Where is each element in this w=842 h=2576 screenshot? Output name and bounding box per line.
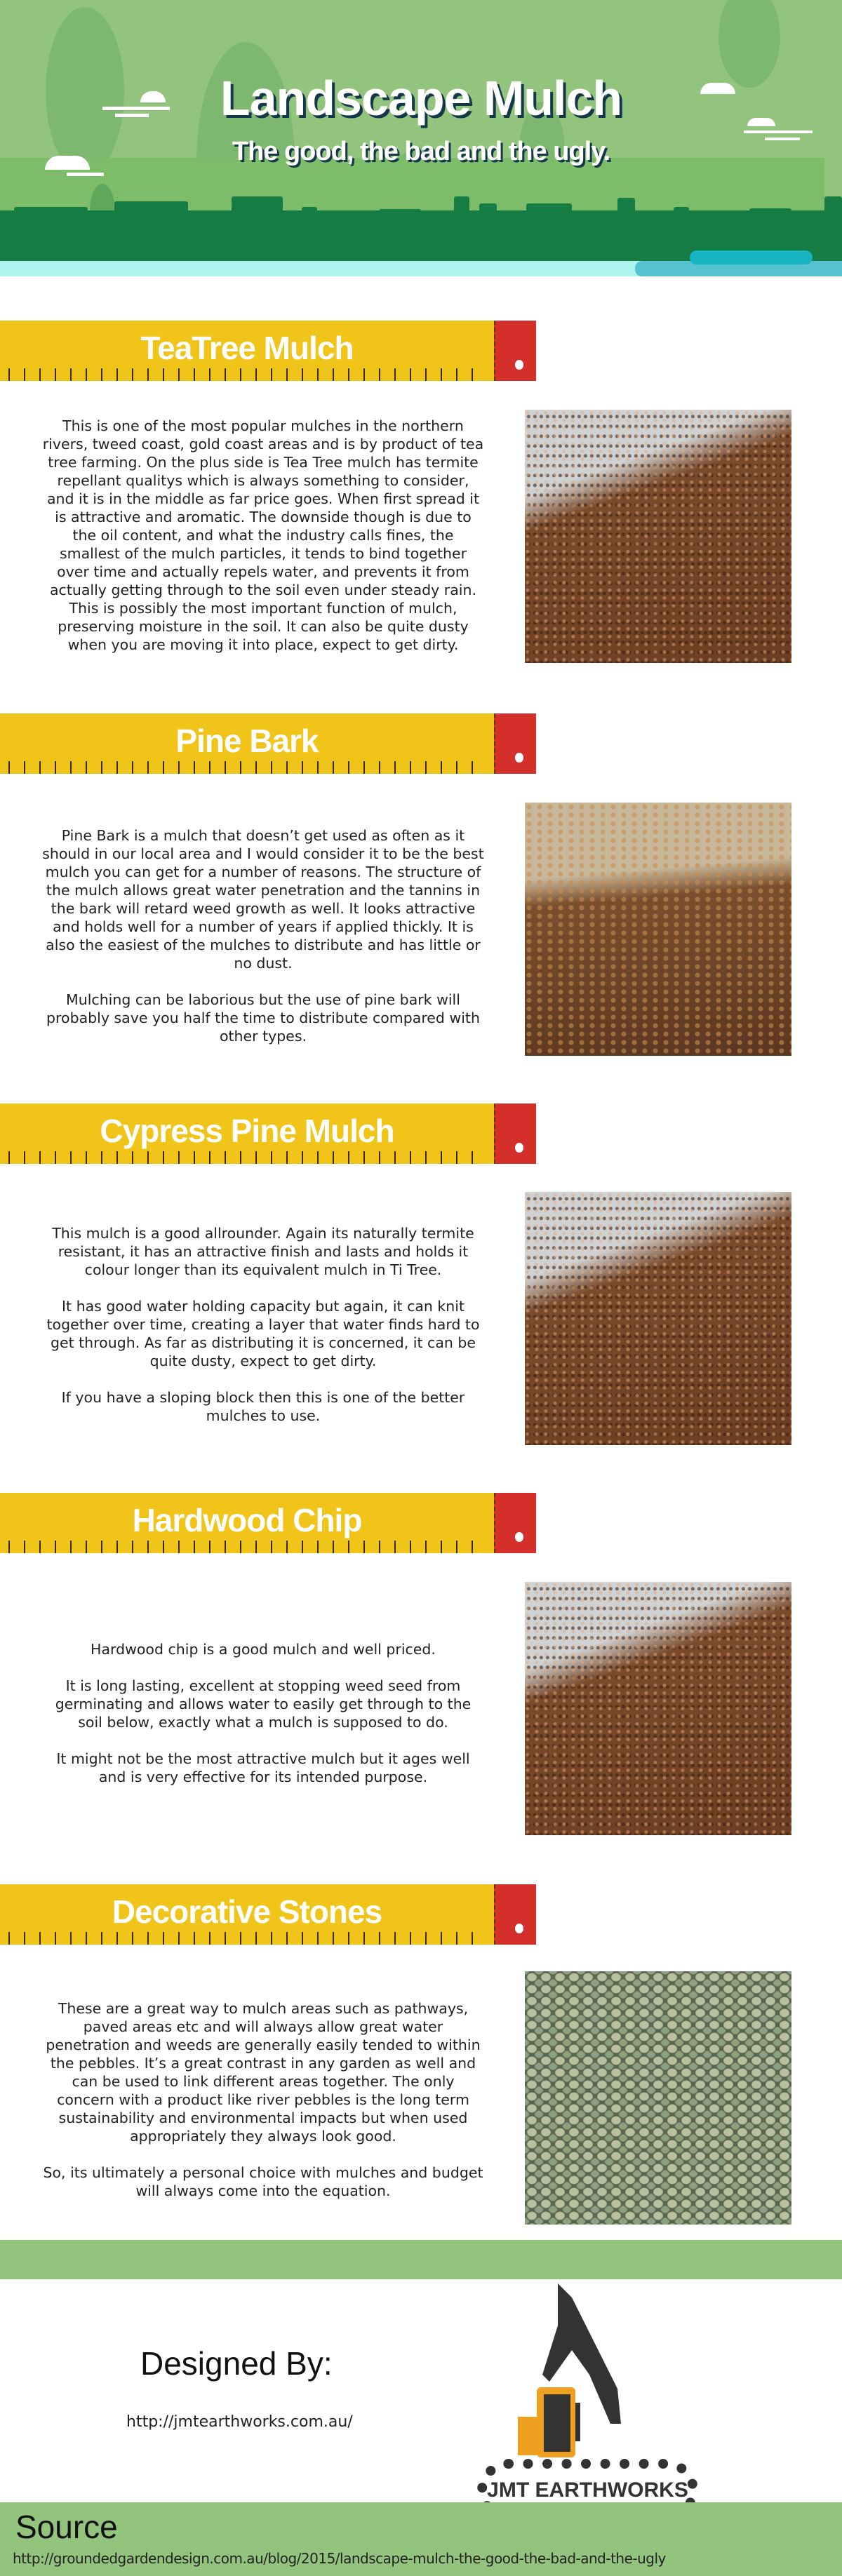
section-banner-cypress bbox=[0, 1103, 536, 1164]
paragraph: It has good water holding capacity but again, it can knit together over time, creating a layer that water finds hard to get through. As far as distributing it is concerned, it can be quite dusty, expect to get dirty. bbox=[46, 1298, 480, 1369]
decorative-stones-photo bbox=[525, 1971, 791, 2225]
ruler-end bbox=[494, 713, 536, 774]
section-title: Pine Bark bbox=[175, 723, 319, 759]
section-text bbox=[42, 826, 484, 1064]
paragraph: So, its ultimately a personal choice with mulches and budget will always come into the equation. bbox=[43, 2164, 483, 2199]
ruler-ticks bbox=[0, 1151, 477, 1164]
hardwood-chip-photo bbox=[525, 1582, 791, 1835]
cab-window bbox=[544, 2394, 570, 2452]
section-text bbox=[42, 1224, 484, 1443]
section-title: TeaTree Mulch bbox=[140, 330, 354, 366]
section-title: Hardwood Chip bbox=[132, 1502, 362, 1538]
designed-by-label: Designed By: bbox=[140, 2345, 333, 2382]
section-text bbox=[42, 417, 484, 672]
paragraph: It is long lasting, excellent at stopping weed seed from germinating and allows water to easily get through to the soil below, exactly what a mulch is supposed to do. bbox=[55, 1677, 472, 1731]
ruler-ticks bbox=[0, 368, 477, 381]
section-banner-pine-bark bbox=[0, 713, 536, 774]
ruler-end bbox=[494, 1493, 536, 1553]
paragraph: Pine Bark is a mulch that doesn’t get used as often as it should in our local area and I would consider it to be the best mulch you can get for a number of reasons. The structure of the mulch allows great water penetration and the tannins in the bark will retard weed growth as well. It looks attractive and holds well for a number of years if applied thickly. It is also the easiest of the mulches to distribute and has little or no dust. bbox=[42, 827, 484, 972]
paragraph: If you have a sloping block then this is one of the better mulches to use. bbox=[61, 1389, 465, 1424]
page-title: Landscape Mulch bbox=[220, 71, 622, 126]
section-banner-teatree bbox=[0, 321, 536, 381]
header-banner bbox=[0, 0, 842, 276]
section-text bbox=[42, 1999, 484, 2218]
paragraph: It might not be the most attractive mulch but it ages well and is very effective for its intended purpose. bbox=[56, 1750, 470, 1785]
section-banner-stones bbox=[0, 1884, 536, 1945]
section-text bbox=[42, 1640, 484, 1804]
paragraph: These are a great way to mulch areas such as pathways, paved areas etc and will always allow great water penetration and weeds are generally easily tended to within the pebbles. It’s a great contrast in any garden as well and can be used to link different areas together. The only concern with a product like river pebbles is the long term sustainability and environmental impacts but when used appropriately they always look good. bbox=[46, 2000, 481, 2145]
ruler-end bbox=[494, 1884, 536, 1945]
cypress-mulch-photo bbox=[525, 1192, 791, 1445]
paragraph: Mulching can be laborious but the use of pine bark will probably save you half the time to distribute compared with other types. bbox=[46, 991, 480, 1045]
divider-band bbox=[0, 2240, 842, 2279]
ruler-ticks bbox=[0, 1541, 477, 1553]
pine-bark-photo bbox=[525, 803, 791, 1056]
section-banner-hardwood bbox=[0, 1493, 536, 1553]
ruler-ticks bbox=[0, 761, 477, 774]
cloud-line bbox=[67, 173, 104, 176]
paragraph: This mulch is a good allrounder. Again its naturally termite resistant, it has an attractive finish and lasts and holds it colour longer than its equivalent mulch in Ti Tree. bbox=[52, 1225, 474, 1278]
paragraph: Hardwood chip is a good mulch and well priced. bbox=[91, 1641, 436, 1658]
source-link[interactable]: http://groundedgardendesign.com.au/blog/2015/landscape-mulch-the-good-the-bad-and-the-ugly bbox=[13, 2550, 666, 2567]
ruler-ticks bbox=[0, 1932, 477, 1945]
page-subtitle: The good, the bad and the ugly. bbox=[232, 137, 610, 166]
ruler-end bbox=[494, 321, 536, 381]
teatree-mulch-photo bbox=[525, 410, 791, 663]
paragraph: This is one of the most popular mulches in the northern rivers, tweed coast, gold coast areas and is by product of tea tree farming. On the plus side is Tea Tree mulch has termite repellant qualitys which is always something to consider, and it is in the middle as far price goes. When first spread it is attractive and aromatic. The downside though is due to the oil content, and what the industry calls fines, the smallest of the mulch particles, it tends to bind together over time and actually repels water, and prevents it from actually getting through to the soil even under steady rain. This is possibly the most important function of mulch, preserving moisture in the soil. It can also be quite dusty when you are moving it into place, expect to get dirty. bbox=[42, 417, 484, 653]
jmt-earthworks-logo bbox=[467, 2283, 712, 2473]
source-label: Source bbox=[15, 2509, 118, 2545]
designer-link[interactable]: http://jmtearthworks.com.au/ bbox=[126, 2413, 353, 2431]
water-strip bbox=[690, 250, 813, 264]
logo-text: JMT EARTHWORKS bbox=[487, 2478, 688, 2502]
section-title: Cypress Pine Mulch bbox=[100, 1113, 394, 1149]
cloud-line bbox=[744, 130, 813, 133]
section-title: Decorative Stones bbox=[112, 1893, 382, 1930]
ruler-end bbox=[494, 1103, 536, 1164]
source-band bbox=[0, 2502, 842, 2576]
